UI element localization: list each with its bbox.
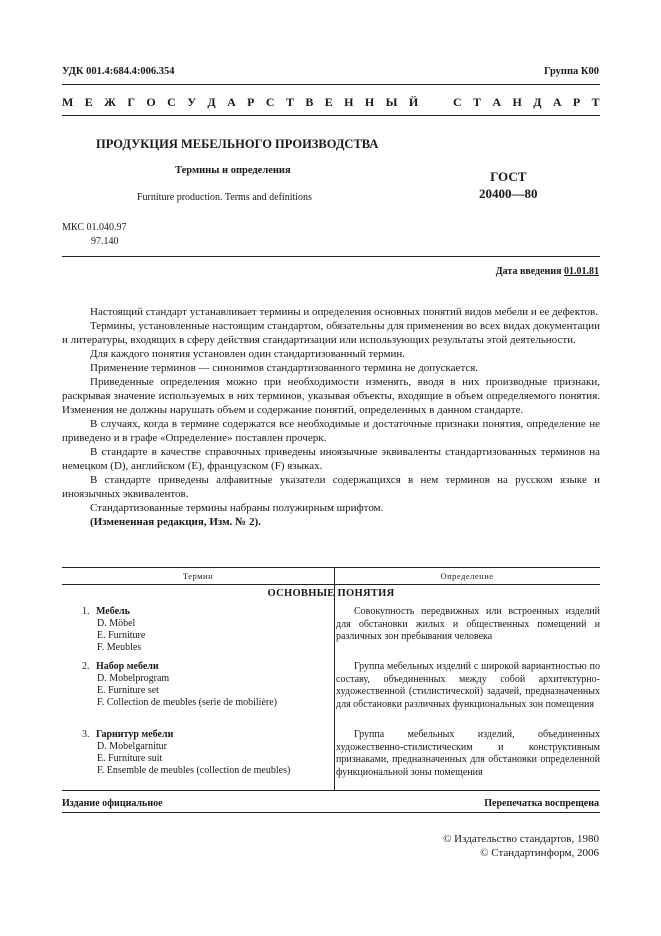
introduction-text xyxy=(62,305,600,529)
paragraph: Настоящий стандарт устанавливает термины и определения основных понятий видов мебели и ее дефектов. xyxy=(90,306,598,318)
equivalent-en: E. Furniture set xyxy=(97,685,159,696)
paragraph: Термины, установленные настоящим стандартом, обязательны для применения во всех видах документации и литературы, входящих в сферу действия стандартизации или использующих результаты этой деятельности. xyxy=(62,320,600,346)
term-number: 1. xyxy=(82,606,90,617)
document-title: ПРОДУКЦИЯ МЕБЕЛЬНОГО ПРОИЗВОДСТВА xyxy=(96,137,379,151)
term-name: Набор мебели xyxy=(96,661,159,672)
paragraph: Применение терминов — синонимов стандартизованного термина не допускается. xyxy=(90,362,479,374)
section-heading: ОСНОВНЫЕ ПОНЯТИЯ xyxy=(267,588,395,599)
term-name: Мебель xyxy=(96,606,130,617)
copyright-2: © Стандартинформ, 2006 xyxy=(480,847,599,859)
heading-rule xyxy=(62,115,600,116)
table-top-rule xyxy=(62,567,600,568)
table-column-divider xyxy=(334,567,335,790)
paragraph: В случаях, когда в термине содержатся все необходимые и достаточные признаки понятия, определение не приведено и в графе «Определение» поставлен прочерк. xyxy=(62,418,600,444)
paragraph: Приведенные определения можно при необходимости изменять, вводя в них производные признаки, раскрывая значение используемых в них терминов, указывая объекты, входящие в объем определяемого понятия. Изменения не должны нарушать объем и содержание понятий, определенных в данном стандарте. xyxy=(62,376,600,416)
term-name: Гарнитур мебели xyxy=(96,729,174,740)
table-row-definition-1: Совокупность передвижных или встроенных изделий для обстановки жилых и общественных помещений и различных зон пребывания человека xyxy=(336,606,600,643)
gost-designation xyxy=(479,168,538,202)
footer-rule xyxy=(62,812,600,813)
udk-code: УДК 001.4:684.4:006.354 xyxy=(62,66,175,77)
header-rule xyxy=(62,84,600,85)
interstate-standard-heading: М Е Ж Г О С У Д А Р С Т В Е Н Н Ы Й С Т А Н Д А Р Т xyxy=(62,95,600,109)
mks-code-2: 97.140 xyxy=(91,236,119,247)
mks-code-1: МКС 01.040.97 xyxy=(62,222,127,233)
gost-number: 20400—80 xyxy=(479,186,538,201)
date-value: 01.01.81 xyxy=(564,266,599,277)
table-header-rule xyxy=(62,584,600,585)
equivalent-fr: F. Collection de meubles (serie de mobilière) xyxy=(97,697,277,708)
term-number: 2. xyxy=(82,661,90,672)
equivalent-de: D. Möbel xyxy=(97,618,136,629)
equivalent-en: E. Furniture suit xyxy=(97,753,163,764)
table-bottom-rule xyxy=(62,790,600,791)
table-row-term-2 xyxy=(82,661,277,709)
copyright-1: © Издательство стандартов, 1980 xyxy=(443,833,599,845)
gost-label: ГОСТ xyxy=(490,169,527,184)
paragraph: В стандарте приведены алфавитные указатели содержащихся в нем терминов на русском языке и иноязычных эквивалентов. xyxy=(62,474,600,500)
equivalent-fr: F. Ensemble de meubles (collection de meubles) xyxy=(97,765,291,776)
equivalent-de: D. Mobelprogram xyxy=(97,673,170,684)
introduction-date xyxy=(496,266,599,277)
paragraph: В стандарте в качестве справочных приведены иноязычные эквиваленты стандартизованных терминов на немецком (D), английском (Е), французском (F) языках. xyxy=(62,446,600,472)
group-code: Группа К00 xyxy=(543,66,599,77)
column-header-term: Термин xyxy=(182,571,214,581)
english-title: Furniture production. Terms and definitions xyxy=(137,192,312,203)
table-row-definition-3: Группа мебельных изделий, объединенных художественно-стилистическим и конструктивным признаками, предназначенных для обстановки определенной функциональной зоны помещения xyxy=(336,729,600,778)
official-edition-label: Издание официальное xyxy=(62,798,163,809)
table-row-definition-2: Группа мебельных изделий с широкой вариантностью по составу, объединенных между собой архитектурно-художественной (стилистической) задачей, предназначенных для обстановки различных функциональных зон помещения xyxy=(336,661,600,710)
table-row-term-1 xyxy=(82,606,145,654)
revision-note: (Измененная редакция, Изм. № 2). xyxy=(90,516,261,528)
date-label: Дата введения xyxy=(495,266,564,277)
term-number: 3. xyxy=(82,729,90,740)
equivalent-en: E. Furniture xyxy=(97,630,146,641)
title-rule xyxy=(62,256,600,257)
column-header-definition: Определение xyxy=(440,571,494,581)
reprint-prohibited-label: Перепечатка воспрещена xyxy=(484,798,599,809)
equivalent-fr: F. Meubles xyxy=(97,642,142,653)
equivalent-de: D. Mobelgarnitur xyxy=(97,741,167,752)
table-row-term-3 xyxy=(82,729,290,777)
paragraph: Стандартизованные термины набраны полужирным шрифтом. xyxy=(90,502,384,514)
document-subtitle: Термины и определения xyxy=(175,165,291,176)
paragraph: Для каждого понятия установлен один стандартизованный термин. xyxy=(90,348,405,360)
